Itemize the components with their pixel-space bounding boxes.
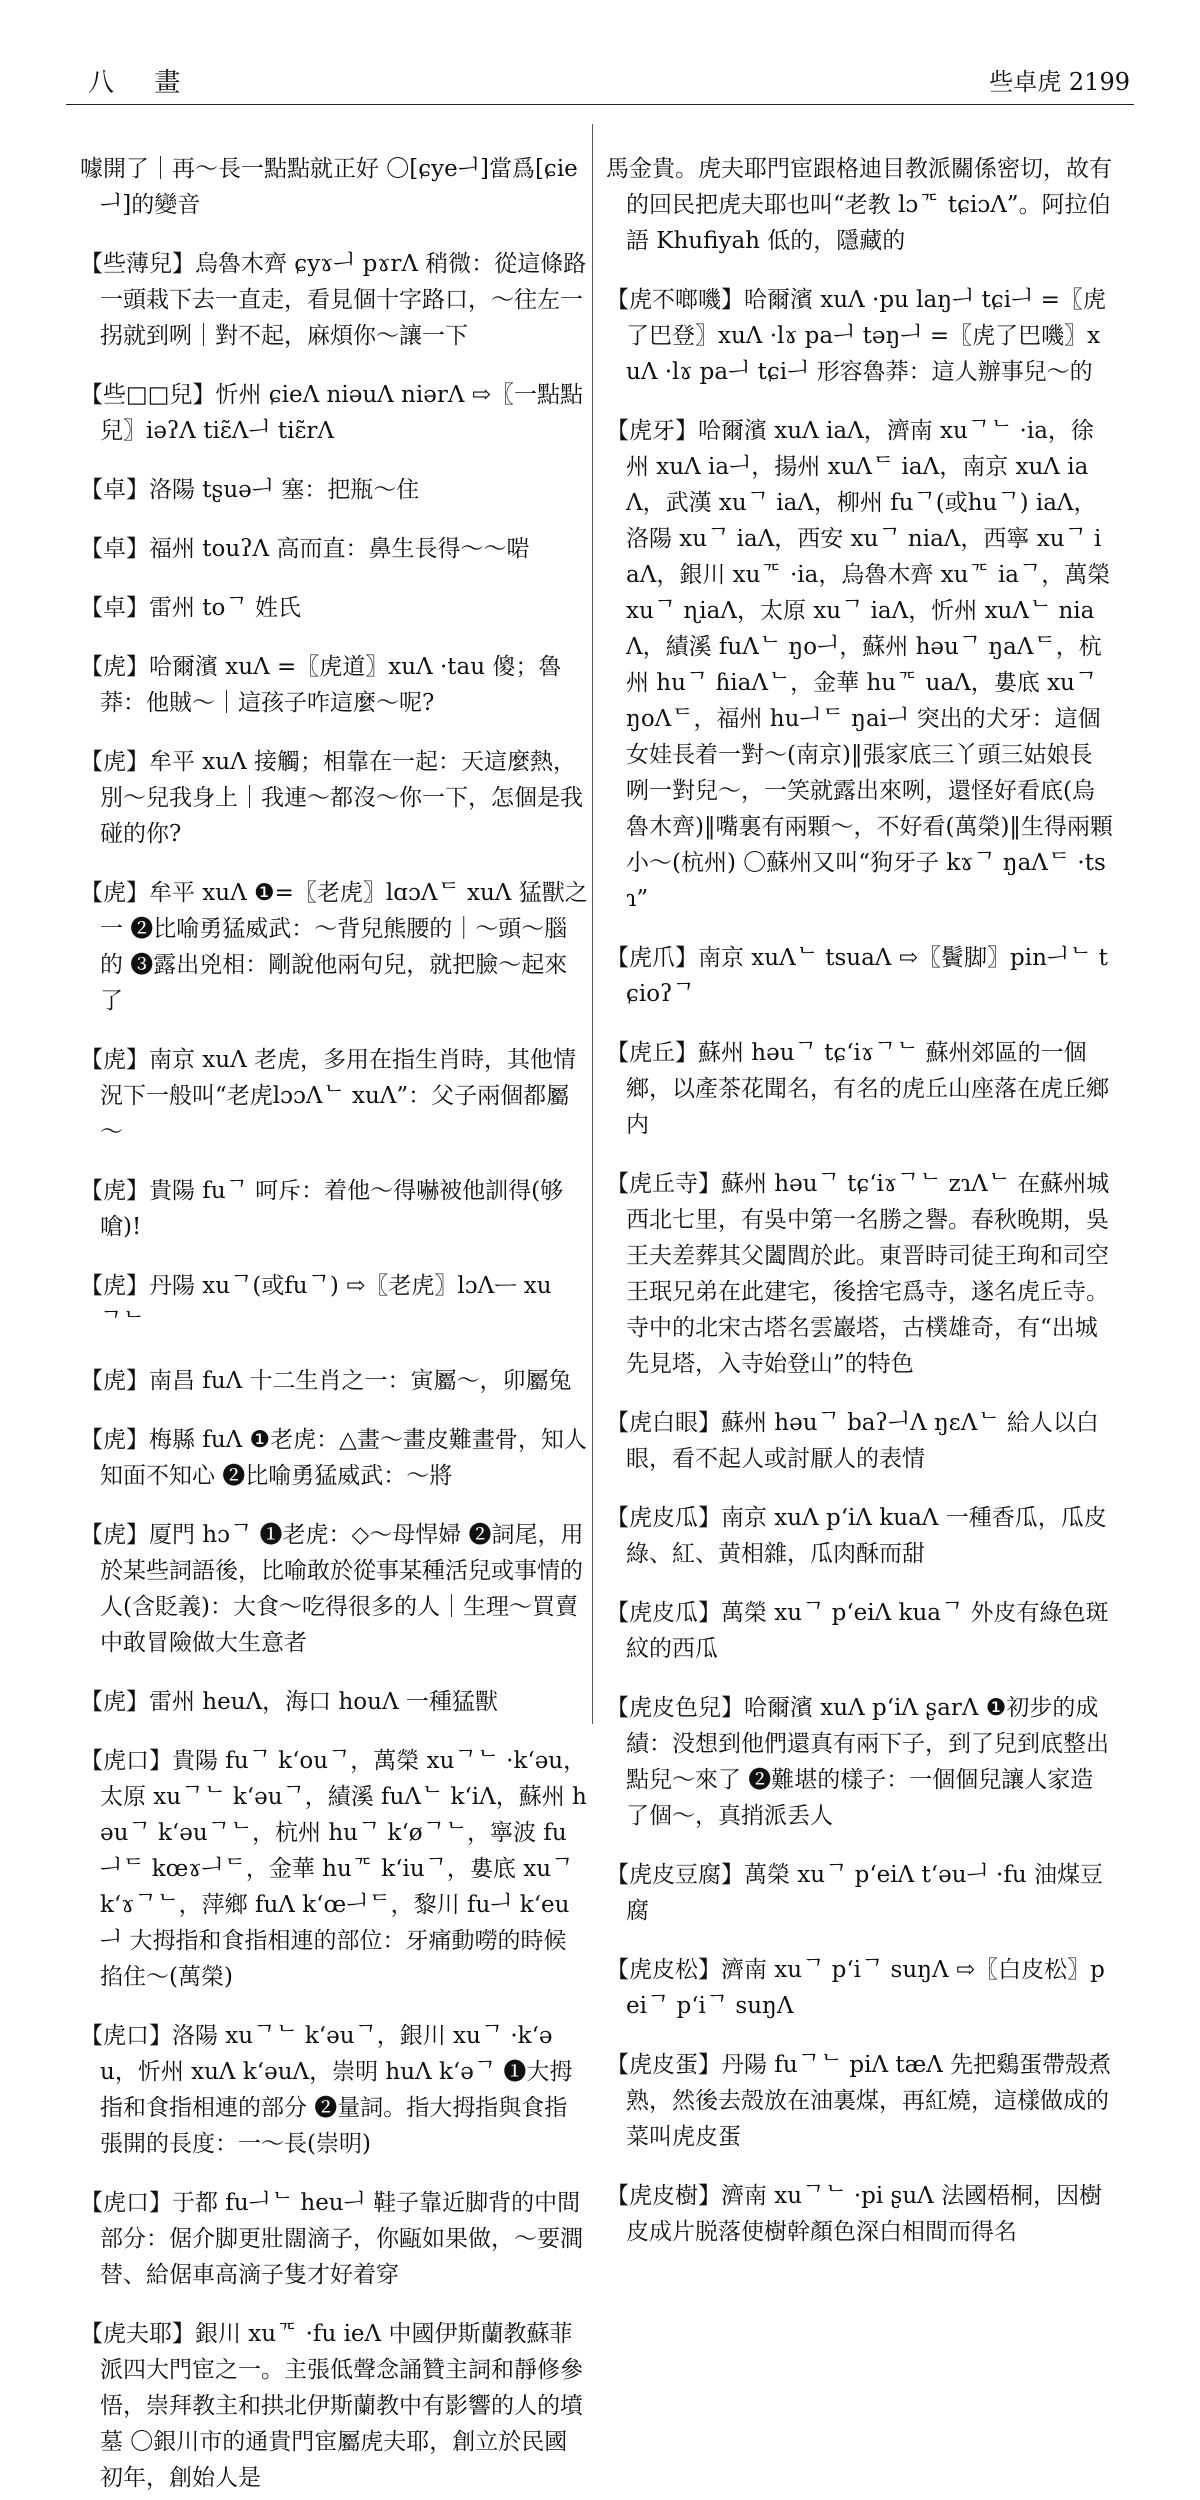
entry: 【虎口】貴陽 fuᄀ kʻouᄀ，萬榮 xuᄀᄂ ·kʻəu，太原 xuᄀᄂ kʻəuᄀ，績溪 fuɅᄂ kʻiɅ，蘇州 həuᄀ kʻəuᄀᄂ，杭州 huᄀ kʻøᄀᄂ，寧波 fuᅴᄃ kœɤᅴᄃ，金華 huᄀᄃ kʻiuᄀ，婁底 xuᄀ kʻɤᄀᄂ，萍鄉 fuɅ kʻœᅴᄃ，黎川 fuᅴ kʻeuᅴ 大拇指和食指相連的部位：牙痛動嘮的時候掐住～(萬榮) — [80, 1748, 587, 1990]
entry: 【虎爪】南京 xuɅᄂ tsuaɅ ⇨〖鬢脚〗pinᅴᄂ tɕioʔᄀ — [606, 945, 1108, 1007]
page-heading-and-number: 些卓虎 2199 — [989, 68, 1130, 96]
entry: 【虎】雷州 heuɅ，海口 houɅ 一種猛獸 — [80, 1689, 498, 1715]
entry: 【些薄兒】烏魯木齊 ɕyɤᅴ pɤrɅ 稍微：從這條路一頭栽下去一直走，看見個十字路口，～往左一拐就到咧｜對不起，麻煩你～讓一下 — [80, 251, 587, 349]
entry: 【卓】雷州 toᄀ 姓氏 — [80, 595, 301, 621]
section-title: 八 畫 — [88, 68, 197, 98]
entry: 馬金貴。虎夫耶門宦跟格迪目教派關係密切，故有的回民把虎夫耶也叫“老教 lɔᄀᄃ tɕiɔɅ”。阿拉伯語 Khufiyah 低的，隱藏的 — [606, 156, 1112, 254]
entry: 【虎】哈爾濱 xuɅ =〖虎道〗xuɅ ·tau 傻；魯莽：他賊～｜這孩子咋這麼～呢? — [80, 654, 562, 716]
entry: 【虎丘】蘇州 həuᄀ tɕʻiɤᄀᄂ 蘇州郊區的一個鄉，以產茶花聞名，有名的虎丘山座落在虎丘鄉内 — [606, 1040, 1109, 1138]
entry: 【虎不啷嘰】哈爾濱 xuɅ ·pu laŋᅴ tɕiᅴ =〖虎了巴登〗xuɅ ·lɤ paᅴ təŋᅴ =〖虎了巴嘰〗xuɅ ·lɤ paᅴ tɕiᅴ 形容魯莽：這人辦事兒～的 — [606, 287, 1106, 385]
entry: 【虎皮豆腐】萬榮 xuᄀ pʻeiɅ tʻəuᅴ ·fu 油煤豆腐 — [606, 1862, 1104, 1924]
entry: 【虎夫耶】銀川 xuᄀᄃ ·fu ieɅ 中國伊斯蘭教蘇菲派四大門宦之一。主張低聲念誦贊主詞和靜修參悟，崇拜教主和拱北伊斯蘭教中有影響的人的墳墓 〇銀川市的通貴門宦屬虎夫耶，創立於民國初年，創始人是 — [80, 2321, 583, 2491]
entry: 【虎】南昌 fuɅ 十二生肖之一：寅屬～，卯屬兔 — [80, 1368, 572, 1394]
entry: 【虎皮瓜】南京 xuɅ pʻiɅ kuaɅ 一種香瓜，瓜皮綠、紅、黄相雜，瓜肉酥而甜 — [606, 1505, 1107, 1567]
entry: 【虎口】洛陽 xuᄀᄂ kʻəuᄀ，銀川 xuᄀ ·kʻəu，忻州 xuɅ kʻəuɅ，崇明 huɅ kʻəᄀ ❶大拇指和食指相連的部分 ❷量詞。指大拇指與食指張開的長度：一～長(崇明) — [80, 2023, 573, 2157]
entry: 【卓】洛陽 tʂuəᅴ 塞：把瓶～住 — [80, 477, 420, 503]
entry: 【虎牙】哈爾濱 xuɅ iaɅ，濟南 xuᄀᄂ ·ia，徐州 xuɅ iaᅴ，揚州 xuɅᄃ iaɅ，南京 xuɅ iaɅ，武漢 xuᄀ iaɅ，柳州 fuᄀ(或huᄀ) iaɅ，洛陽 xuᄀ iaɅ，西安 xuᄀ niaɅ，西寧 xuᄀ iaɅ，銀川 xuᄀᄃ ·ia，烏魯木齊 xuᄀᄃ iaᄀ，萬榮 xuᄀ ɳiaɅ，太原 xuᄀ iaɅ，忻州 xuɅᄂ niaɅ，績溪 fuɅᄂ ŋoᅴ，蘇州 həuᄀ ŋaɅᄃ，杭州 huᄀ ɦiaɅᄂ，金華 huᄀᄃ uaɅ，婁底 xuᄀ ŋoɅᄃ，福州 huᅴᄃ ŋaiᅴ 突出的犬牙：這個女娃長着一對～(南京)‖張家底三丫頭三姑娘長咧一對兒～，一笑就露出來咧，還怪好看底(烏魯木齊)‖嘴裏有兩顆～，不好看(萬榮)‖生得兩顆小～(杭州) 〇蘇州又叫“狗牙子 kɤᄀ ŋaɅᄃ ·tsɿ” — [606, 418, 1113, 912]
entry: 【些□□兒】忻州 ɕieɅ niəuɅ niərɅ ⇨〖一點點兒〗iəʔɅ tiɛ̃Ʌᅴ tiɛ̃rɅ — [80, 382, 584, 444]
entry: 【虎丘寺】蘇州 həuᄀ tɕʻiɤᄀᄂ zɿɅᄂ 在蘇州城西北七里，有吳中第一名勝之譽。春秋晚期，吳王夫差葬其父闔閭於此。東晋時司徒王珣和司空王珉兄弟在此建宅，後捨宅爲寺，遂名虎丘寺。寺中的北宋古塔名雲巖塔，古樸雄奇，有“出城先見塔，入寺始登山”的特色 — [606, 1171, 1110, 1377]
entry: 【虎皮松】濟南 xuᄀ pʻiᄀ suŋɅ ⇨〖白皮松〗peiᄀ pʻiᄀ suŋɅ — [606, 1957, 1105, 2019]
entry: 【虎】厦門 hɔᄀ ❶老虎：◇～母悍婦 ❷詞尾，用於某些詞語後，比喻敢於從事某種活兒或事情的人(含貶義)：大食～吃得很多的人｜生理～買賣中敢冒險做大生意者 — [80, 1522, 584, 1656]
entry: 【虎】南京 xuɅ 老虎，多用在指生肖時，其他情況下一般叫“老虎lɔɔɅᄂ xuɅ”：父子兩個都屬～ — [80, 1047, 577, 1145]
entry: 噱開了｜再～長一點點就正好 〇[ɕyeᅴ]當爲[ɕieᅴ]的變音 — [80, 156, 578, 218]
entry: 【卓】福州 touʔɅ 高而直：鼻生長得～～啱 — [80, 536, 530, 562]
entry: 【虎】牟平 xuɅ 接觸；相靠在一起：天這麼熱，別～兒我身上｜我連～都沒～你一下，怎個是我碰的你? — [80, 749, 583, 847]
entry: 【虎】梅縣 fuɅ ❶老虎：△畫～畫皮難畫骨，知人知面不知心 ❷比喻勇猛威武：～將 — [80, 1427, 587, 1489]
entry: 【虎口】于都 fuᅴᄂ heuᅴ 鞋子靠近脚背的中間部分：倨介脚更壯闊滴子，你甌如果做，～要澗替、給倨車高滴子隻才好着穿 — [80, 2190, 583, 2288]
right-column — [606, 128, 1114, 2254]
entry: 【虎皮瓜】萬榮 xuᄀ pʻeiɅ kuaᄀ 外皮有綠色斑紋的西瓜 — [606, 1600, 1109, 1662]
entry: 【虎皮色兒】哈爾濱 xuɅ pʻiɅ ʂarɅ ❶初步的成績：没想到他們還真有兩下子，到了兒到底整出點兒～來了 ❷難堪的樣子：一個個兒讓人家造了個～，真捎派丢人 — [606, 1695, 1109, 1829]
column-divider — [592, 124, 593, 1724]
entry: 【虎】牟平 xuɅ ❶=〖老虎〗lɑɔɅᄃ xuɅ 猛獸之一 ❷比喻勇猛威武：～背兒熊腰的｜～頭～腦的 ❸露出兇相：剛說他兩句兒，就把臉～起來了 — [80, 880, 588, 1014]
entry: 【虎皮樹】濟南 xuᄀᄂ ·pi ʂuɅ 法國梧桐，因樹皮成片脱落使樹幹顏色深白相間而得名 — [606, 2183, 1103, 2245]
entry: 【虎】貴陽 fuᄀ 呵斥：着他～得嚇被他訓得(够嗆)! — [80, 1178, 564, 1240]
entry: 【虎白眼】蘇州 həuᄀ baʔᅴɅ ŋɛɅᄂ 給人以白眼，看不起人或討厭人的表情 — [606, 1410, 1099, 1472]
left-column — [80, 128, 588, 2500]
entry: 【虎皮蛋】丹陽 fuᄀᄂ piɅ tæɅ 先把鷄蛋帶殻煮熟，然後去殻放在油裏煤，再紅燒，這樣做成的菜叫虎皮蛋 — [606, 2052, 1112, 2150]
page-header — [66, 52, 1130, 104]
entry: 【虎】丹陽 xuᄀ(或fuᄀ) ⇨〖老虎〗lɔɅᅳ xuᄀᄂ — [80, 1273, 552, 1335]
header-rule — [66, 104, 1134, 105]
